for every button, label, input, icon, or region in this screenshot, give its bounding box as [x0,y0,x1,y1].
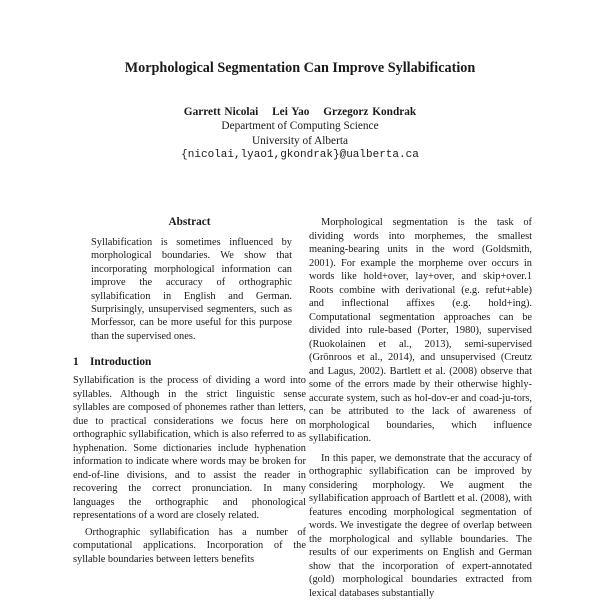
paper-title: Morphological Segmentation Can Improve Syllabification [124,60,476,76]
author-name: Grzegorz Kondrak [323,106,417,118]
section-title: Introduction [90,356,152,369]
author-name: Lei Yao [272,106,310,118]
left-column [73,216,306,566]
body-paragraph-contribution: In this paper, we demonstrate that the accuracy of orthographic syllabification can be improved by considering morphology. We augment the syllabification approach of Bartlett et al. (2008), with features encoding morphological segmentation of words. We investigate the degree of overlap between the morphological and syllable boundaries. The results of our experiments on English and German show that the incorporation of expert-annotated (gold) morphological boundaries extracted from lexical databases substantially [309,452,532,599]
affiliation-university: University of Alberta [251,134,348,147]
author-emails: {nicolai,lyao1,gkondrak}@ualberta.ca [181,149,419,162]
body-paragraph-morphology: Morphological segmentation is the task of dividing words into morphemes, the smallest meaning-bearing units in the word (Goldsmith, 2001). For example the morpheme over occurs in words like hold+over, lay+over, and skip+over.1 Roots combine with derivational (e.g. refut+able) and inflectional affixes (e.g. hold+ing). Computational segmentation approaches can be divided into rule-based (Porter, 1980), supervised (Ruokolainen et al., 2013), semi-supervised (Grönroos et al., 2014), and unsupervised (Creutz and Lagus, 2002). Bartlett et al. (2008) observe that some of the errors made by their otherwise highly-accurate system, such as hol-dov-er and coad-ju-tors, can be attributed to the lack of awareness of morphological boundaries, which influence syllabification. [309,217,532,444]
section-heading-introduction [73,356,306,368]
section-number: 1 [73,356,79,369]
abstract-heading: Abstract [168,216,211,228]
author-names [0,105,600,119]
author-name: Garrett Nicolai [183,106,259,118]
abstract-text: Syllabification is sometimes influenced by morphological boundaries. We show that incorporating morphological information can improve the accuracy of orthographic syllabification in English and German. Surprisingly, unsupervised segmenters, such as Morfessor, can be more useful for this purpose than the supervised ones. [91,237,292,342]
intro-paragraph-2: Orthographic syllabification has a number of computational applications. Incorporation of the syllable boundaries between letters benefits [73,526,306,565]
right-column [309,216,532,600]
author-block [0,105,600,163]
intro-paragraph-1: Syllabification is the process of dividing a word into syllables. Although in the strict linguistic sense syllables are composed of phonemes rather than letters, due to practical considerations we focus here on orthographic syllabification, which is also referred to as hyphenation. Some dictionaries include hyphenation information to indicate where words may be broken for end-of-line divisions, and to assist the reader in recovering the correct pronunciation. In many languages the orthographic and phonological representations of a word are closely related. [73,375,306,522]
affiliation-department: Department of Computing Science [221,120,379,133]
